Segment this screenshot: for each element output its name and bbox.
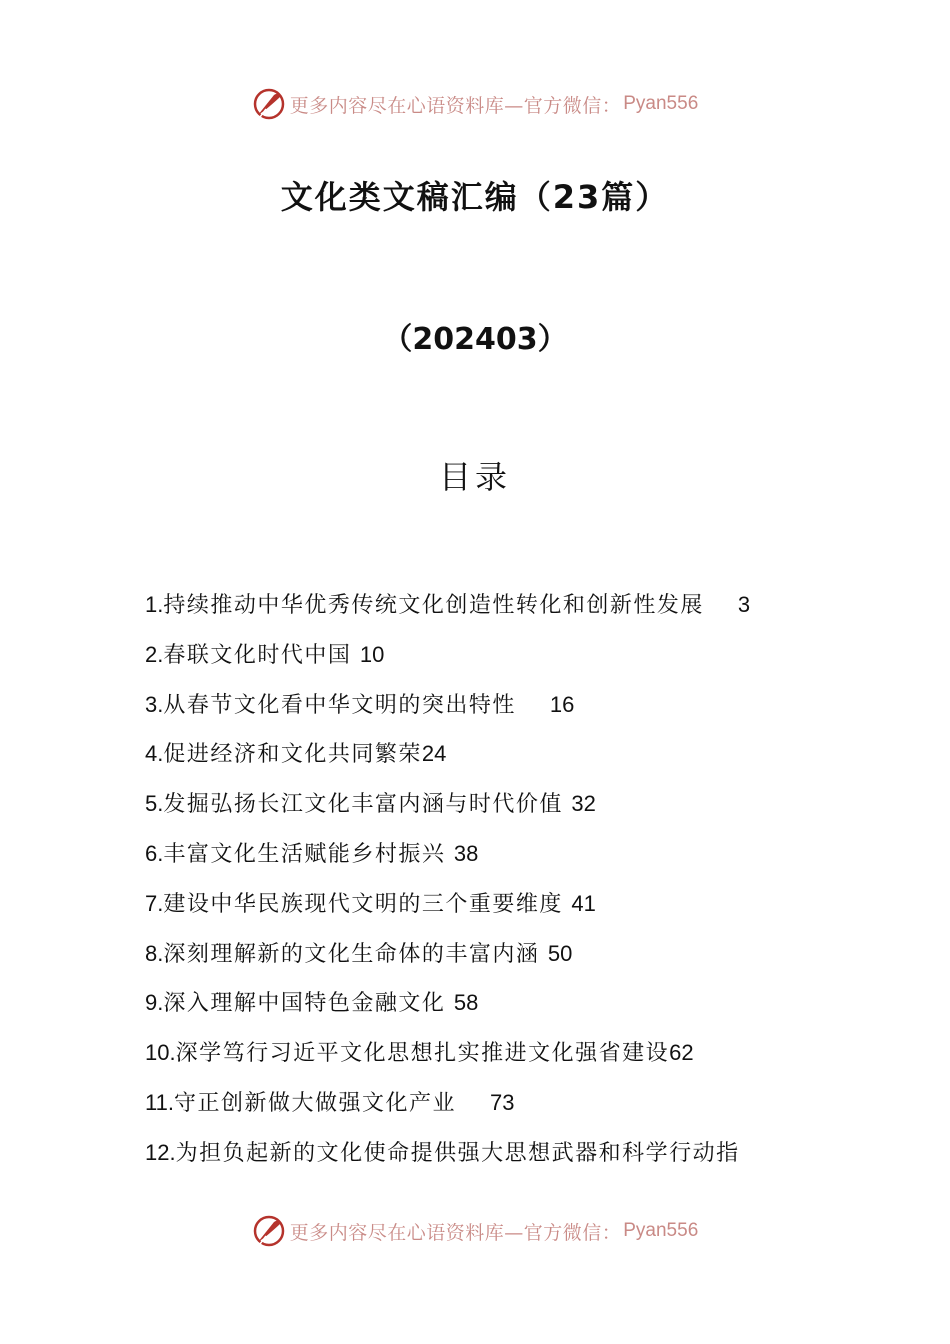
toc-page: 38: [453, 840, 479, 866]
toc-number: 4.: [145, 741, 164, 767]
toc-title: 深刻理解新的文化生命体的丰富内涵: [163, 941, 540, 967]
toc-entry[interactable]: [145, 935, 845, 985]
toc-number: 6.: [145, 840, 164, 866]
banner-text: 更多内容尽在心语资料库—官方微信：: [289, 94, 622, 117]
toc-page: 62: [669, 1040, 694, 1066]
toc-entry[interactable]: [145, 785, 845, 835]
toc-entry[interactable]: [145, 586, 845, 636]
toc-title: 建设中华民族现代文明的三个重要维度: [163, 891, 563, 917]
toc-entry[interactable]: [145, 686, 845, 736]
toc-title: 促进经济和文化共同繁荣: [163, 742, 422, 768]
toc-title: 深学笃行习近平文化思想扎实推进文化强省建设: [175, 1041, 670, 1067]
toc-title: 丰富文化生活赋能乡村振兴: [163, 841, 446, 867]
toc-page: 10: [359, 641, 385, 667]
toc-number: 8.: [145, 940, 164, 966]
toc-page: 73: [489, 1089, 515, 1115]
toc-number: 10.: [145, 1040, 176, 1066]
document-subtitle: （202403）: [382, 322, 568, 357]
toc-title: 发掘弘扬长江文化丰富内涵与时代价值: [163, 792, 563, 818]
toc-number: 5.: [145, 791, 164, 817]
toc-number: 11.: [145, 1089, 174, 1115]
toc-number: 1.: [145, 592, 164, 617]
header-banner: [0, 84, 950, 124]
toc-entry[interactable]: [145, 1134, 845, 1184]
toc-title: 从春节文化看中华文明的突出特性: [163, 692, 516, 718]
document-title: 文化类文稿汇编（23篇）: [280, 178, 670, 216]
toc-number: 12.: [145, 1139, 176, 1165]
toc-page: 3: [737, 592, 751, 617]
toc-page: 24: [421, 741, 447, 767]
toc-title: 深入理解中国特色金融文化: [163, 991, 446, 1017]
banner-text: 更多内容尽在心语资料库—官方微信：: [289, 1221, 622, 1244]
toc-entry[interactable]: [145, 984, 845, 1034]
banner-wechat-id: Pyan556: [623, 93, 699, 114]
toc-number: 7.: [145, 890, 164, 916]
banner-wechat-id: Pyan556: [623, 1220, 699, 1241]
toc-title: 持续推动中华优秀传统文化创造性转化和创新性发展: [163, 593, 704, 618]
toc-number: 9.: [145, 990, 164, 1016]
toc-number: 3.: [145, 691, 164, 717]
toc-page: 41: [571, 890, 596, 916]
toc-page: 58: [453, 990, 479, 1016]
toc-page: 50: [547, 940, 573, 966]
footer-banner: [0, 1211, 950, 1251]
quill-pen-icon: [252, 1214, 286, 1248]
toc-title: 春联文化时代中国: [163, 642, 352, 668]
toc-entry[interactable]: [145, 1084, 845, 1134]
toc-entry[interactable]: [145, 1034, 845, 1084]
toc-page: 16: [549, 691, 575, 717]
toc-entry[interactable]: [145, 735, 845, 785]
toc-entry[interactable]: [145, 636, 845, 686]
toc-heading: 目录: [438, 458, 511, 496]
toc-title: 守正创新做大做强文化产业: [173, 1090, 456, 1116]
table-of-contents: [145, 586, 845, 1184]
toc-entry[interactable]: [145, 885, 845, 935]
toc-page: 32: [571, 791, 596, 817]
toc-number: 2.: [145, 641, 164, 667]
toc-entry[interactable]: [145, 835, 845, 885]
quill-pen-icon: [252, 87, 286, 121]
toc-title: 为担负起新的文化使命提供强大思想武器和科学行动指: [175, 1140, 740, 1166]
